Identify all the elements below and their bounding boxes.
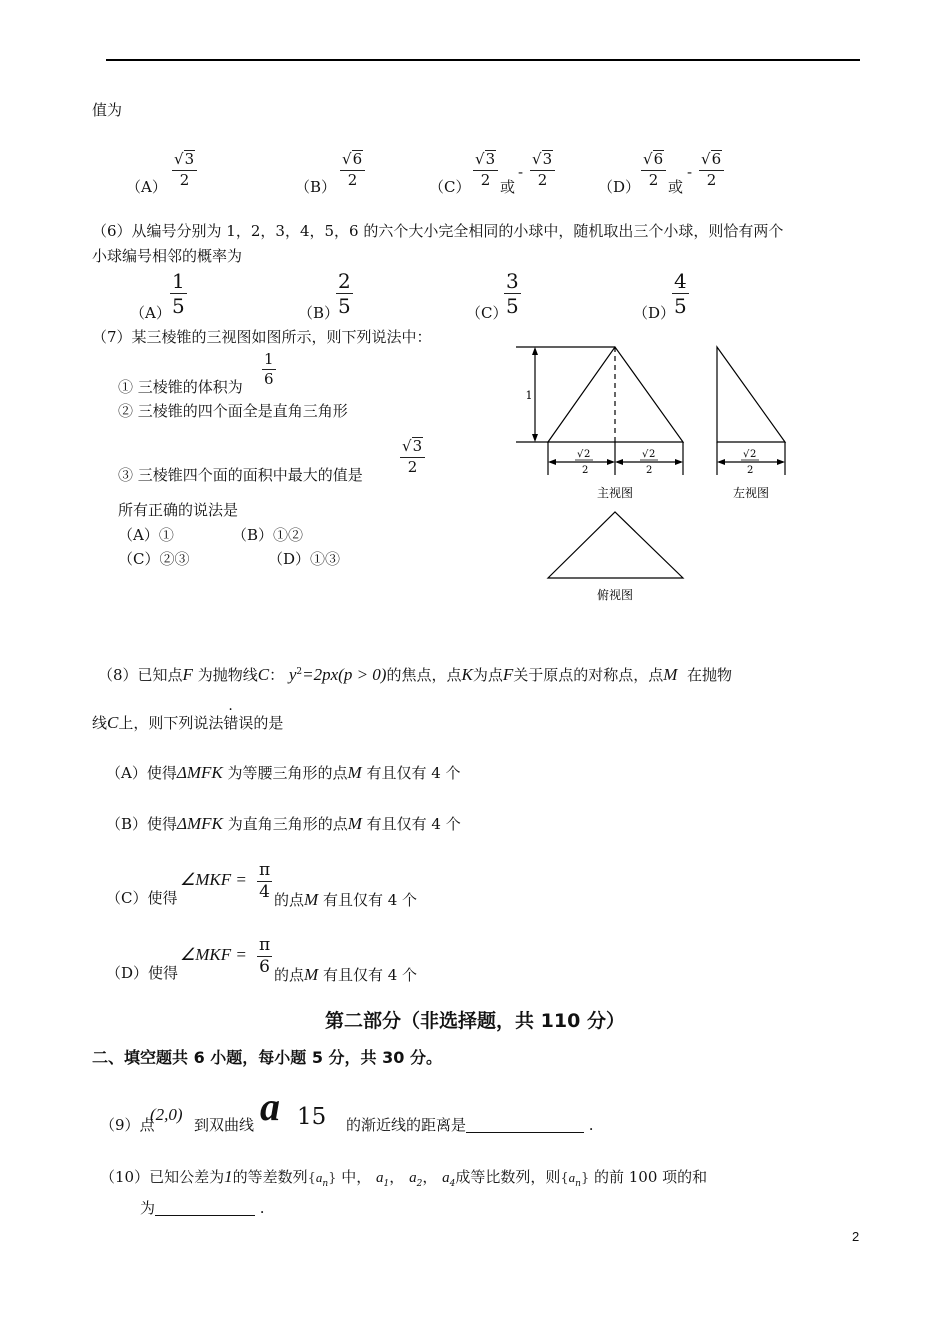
q6-stem-line1: （6）从编号分别为 1，2，3，4，5，6 的六个大小完全相同的小球中，随机取出三个小球，则恰有两个 <box>92 222 784 240</box>
q5-option-d-label: （D） <box>598 178 641 196</box>
q5-option-d-or: 或 <box>668 178 684 196</box>
q8-option-d-rest: 的点M 有且仅有 4 个 <box>274 965 418 984</box>
q8-stem-line1: （8）已知点F 为抛物线C： $y^2=2px(p > 0)$的焦点，点K为点F关于原点的对称点，点M 在抛物 <box>98 665 732 684</box>
height-label: 1 <box>525 389 533 402</box>
dim-label-1-num: 2 <box>584 449 591 460</box>
q7-stem: （7）某三棱锥的三视图如图所示，则下列说法中： <box>92 328 432 346</box>
q7-statement-1: ① 三棱锥的体积为 <box>118 378 243 396</box>
q5-option-b-label: （B） <box>295 178 337 196</box>
q8-option-d-label: （D）使得 <box>106 964 179 982</box>
dim-label-1-sqrt: √ <box>577 449 584 460</box>
q10-answer-blank[interactable] <box>155 1201 255 1216</box>
left-view-caption: 左视图 <box>732 486 770 500</box>
dim-label-2-den: 2 <box>646 465 653 476</box>
q8-option-d-fraction: $\frac{\pi}{6}$ <box>259 935 271 977</box>
q5-option-c-fraction1: $\frac{√3}{2}$ <box>473 150 498 188</box>
q6-option-b-fraction: $\frac{2}{5}$ <box>338 269 351 318</box>
q9-text-c: 的渐近线的距离是 . <box>346 1116 594 1134</box>
q10-line1: （10）已知公差为1的等差数列$\{a_n\}$ 中， $a_1$， $a_2$， $a_4$成等比数列，则$\{a_n\}$ 的前 100 项的和 <box>100 1167 708 1189</box>
q7-option-c: （C）②③ <box>118 550 190 568</box>
q5-option-d-fraction1: $\frac{√6}{2}$ <box>641 150 666 188</box>
q5-option-a-fraction: $\frac{√3}{2}$ <box>172 150 197 188</box>
q8-emphasis-error: 错误 <box>223 714 254 732</box>
header-rule <box>106 59 860 61</box>
q7-option-d: （D）①③ <box>268 550 341 568</box>
dim-label-2-num: 2 <box>649 449 656 460</box>
dim-label-3-sqrt: √ <box>743 449 750 460</box>
q6-option-a-label: （A） <box>130 304 171 322</box>
q5-option-c-or: 或 <box>500 178 516 196</box>
q9-text-b: 到双曲线 <box>194 1116 255 1134</box>
q5-option-b-fraction: $\frac{√6}{2}$ <box>340 150 365 188</box>
q9-big-15: 15 <box>297 1104 327 1130</box>
q5-option-d-fraction2: $\frac{√6}{2}$ <box>699 150 724 188</box>
q9-point: (2,0) <box>150 1105 183 1124</box>
dim-label-3-num: 2 <box>750 449 757 460</box>
q9-answer-blank[interactable] <box>466 1118 584 1133</box>
q8-option-c-rest: 的点M 有且仅有 4 个 <box>274 890 418 909</box>
q6-option-b-label: （B） <box>298 304 340 322</box>
q7-statement-2: ② 三棱锥的四个面全是直角三角形 <box>118 402 348 420</box>
q9-big-a: a <box>260 1084 280 1129</box>
q7-all-correct: 所有正确的说法是 <box>118 501 239 519</box>
q7-statement-1-fraction: $\frac{1}{6}$ <box>264 350 274 388</box>
front-view-caption: 主视图 <box>596 486 634 500</box>
left-view-triangle <box>717 347 785 442</box>
q6-option-a-fraction: $\frac{1}{5}$ <box>172 269 185 318</box>
dim-label-2-sqrt: √ <box>642 449 649 460</box>
dim-label-3-den: 2 <box>747 465 754 476</box>
q7-option-b: （B）①② <box>232 526 304 544</box>
q5-option-c-minus: - <box>518 163 524 181</box>
continuation-text: 值为 <box>92 101 123 119</box>
q8-option-a: （A）使得ΔMFK 为等腰三角形的点M 有且仅有 4 个 <box>106 763 461 782</box>
q9-label: （9）点 <box>100 1116 155 1134</box>
q7-statement-3: ③ 三棱锥四个面的面积中最大的值是 <box>118 466 363 484</box>
section2-title: 二、填空题共 6 小题，每小题 5 分，共 30 分。 <box>92 1048 442 1067</box>
q7-option-a: （A）① <box>118 526 174 544</box>
q7-three-view-figure <box>505 335 805 615</box>
q8-option-c-angle: ∠MKF = <box>180 870 247 889</box>
q8-stem-line2: 线C上，则下列说法错误的是 <box>92 713 284 732</box>
q5-option-a-label: （A） <box>126 178 167 196</box>
q6-option-d-label: （D） <box>633 304 676 322</box>
q10-line2: 为 . <box>140 1199 265 1217</box>
q6-stem-line2: 小球编号相邻的概率为 <box>92 247 243 265</box>
q5-option-c-label: （C） <box>429 178 471 196</box>
q6-option-c-fraction: $\frac{3}{5}$ <box>506 269 519 318</box>
q7-statement-3-fraction: $\frac{√3}{2}$ <box>400 437 425 475</box>
dim-label-1-den: 2 <box>582 465 589 476</box>
part2-title: 第二部分（非选择题，共 110 分） <box>325 1010 625 1032</box>
q8-option-b: （B）使得ΔMFK 为直角三角形的点M 有且仅有 4 个 <box>106 814 461 833</box>
q8-option-c-fraction: $\frac{\pi}{4}$ <box>259 860 271 902</box>
q5-option-c-fraction2: $\frac{√3}{2}$ <box>530 150 555 188</box>
q5-option-d-minus: - <box>687 163 693 181</box>
q8-option-d-angle: ∠MKF = <box>180 945 247 964</box>
q6-option-d-fraction: $\frac{4}{5}$ <box>674 269 687 318</box>
q6-option-c-label: （C） <box>466 304 508 322</box>
q8-option-c-label: （C）使得 <box>106 889 178 907</box>
top-view-caption: 俯视图 <box>596 588 634 602</box>
top-view-triangle <box>548 512 683 578</box>
page-number: 2 <box>852 1229 860 1244</box>
